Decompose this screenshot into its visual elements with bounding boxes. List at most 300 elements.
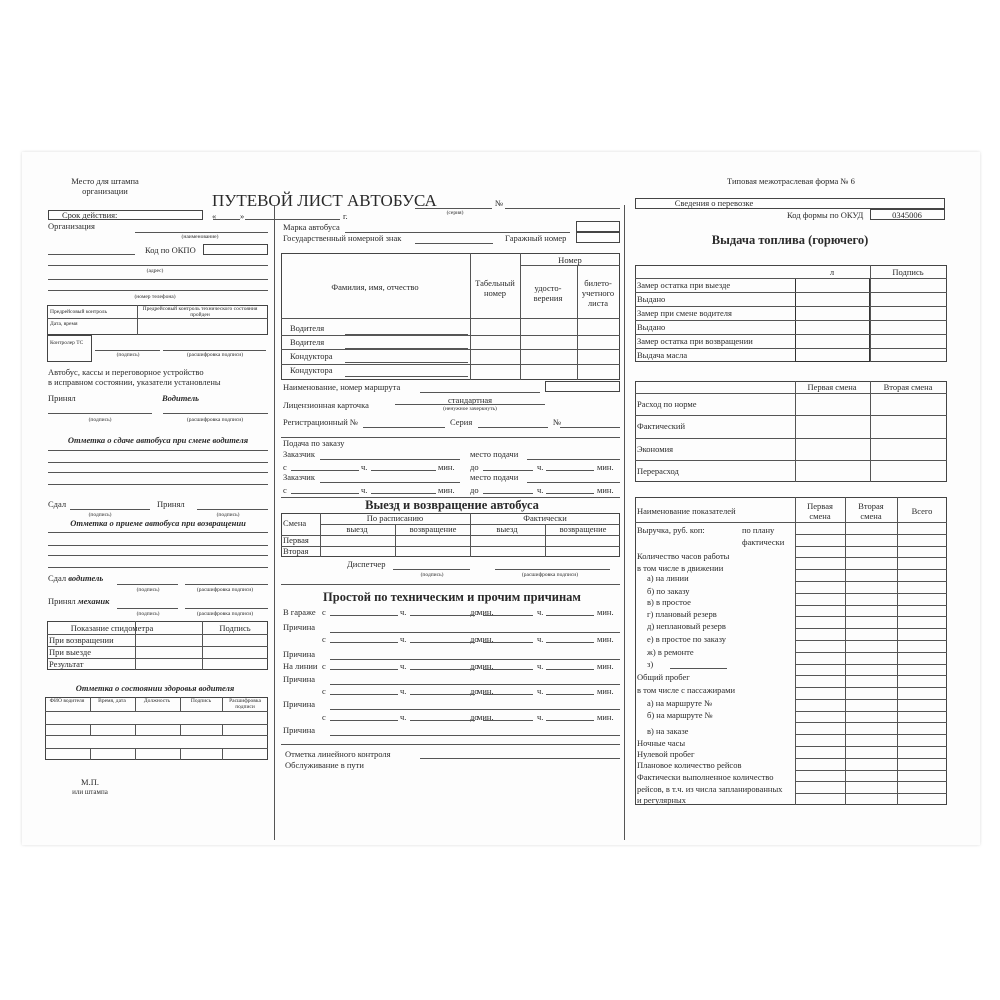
table-rule: [635, 320, 947, 321]
indicator-grid-rule: [795, 581, 947, 582]
table-rule: [222, 748, 223, 760]
time-blank-line: [546, 493, 594, 494]
okpo-label: Код по ОКПО: [145, 245, 196, 255]
table-rule: [635, 306, 947, 307]
time-blank-line: [410, 615, 475, 616]
idle-time-m: мин.: [597, 661, 614, 671]
rule-line: [185, 608, 268, 609]
reason-label: Причина: [283, 622, 316, 632]
table-rule: [45, 724, 268, 725]
time-blank-line: [330, 720, 398, 721]
table-rule: [45, 711, 268, 712]
return-title: Отметка о приеме автобуса при возвращении: [70, 518, 246, 528]
table-rule: [47, 658, 268, 659]
date-close: »: [240, 211, 245, 221]
indicator-label: Количество часов работы: [637, 551, 730, 561]
transport-info-label: Сведения о перевозке: [674, 198, 754, 208]
indicator-grid-rule: [795, 699, 947, 700]
fuel-row-label: Выдано: [637, 322, 666, 332]
accepted-label: Принял: [48, 393, 76, 403]
indicator-grid-rule: [795, 770, 947, 771]
idle-time-h: ч.: [537, 634, 544, 644]
table-rule: [90, 748, 91, 760]
indicator-label: в том числе с пассажирами: [637, 685, 736, 695]
rule-line: [48, 450, 268, 451]
place-label: место подачи: [470, 472, 519, 482]
idle-time-to: до: [470, 634, 479, 644]
table-rule: [137, 305, 138, 335]
time-blank-line: [371, 493, 436, 494]
series-label: Серия: [450, 417, 473, 427]
indicator-grid-rule: [795, 652, 947, 653]
crew-table: [281, 253, 620, 380]
handed-text: Сдал: [48, 573, 67, 583]
dep-header: выезд: [346, 524, 368, 534]
order-label: Подача по заказу: [283, 438, 345, 448]
table-rule: [281, 349, 620, 350]
address-hint: (адрес): [146, 268, 164, 274]
controller-box: [47, 335, 92, 362]
health-col-header: Подпись: [190, 698, 212, 704]
rule-line: [527, 482, 620, 483]
driver-label: Водитель: [162, 393, 200, 403]
indicator-label: з): [647, 659, 654, 669]
time-blank-line: [483, 694, 533, 695]
ind-second-shift: Вторая смена: [858, 501, 884, 521]
crew-row: Кондуктора: [290, 351, 333, 361]
driver-role: водитель: [68, 573, 104, 583]
indicator-label: Нулевой пробег: [637, 749, 695, 759]
table-rule: [635, 348, 947, 349]
pretrip-col2: Предрейсовый контроль технического состояния пройден: [142, 306, 258, 318]
decode-hint: (расшифровка подписи): [196, 587, 254, 593]
strike-hint: (ненужное зачеркнуть): [443, 406, 497, 412]
indicators-header: Наименование показателей: [637, 506, 736, 516]
indicator-label: г) плановый резерв: [647, 609, 717, 619]
idle-time-m: мин.: [597, 634, 614, 644]
table-rule: [281, 535, 620, 536]
reason-label: Причина: [283, 699, 316, 709]
order-time-m: мин.: [597, 462, 614, 472]
table-rule: [635, 334, 947, 335]
fuel-row-label: Замер остатка при выезде: [637, 280, 731, 290]
indicator-grid-rule: [795, 546, 947, 547]
indicator-label: в) в простое: [647, 597, 691, 607]
rule-line: [330, 632, 620, 633]
reg-no-sign: №: [553, 417, 562, 427]
brand-box: [576, 221, 620, 232]
table-rule: [45, 748, 268, 749]
indicator-grid-rule: [795, 534, 947, 535]
second-shift-header: Вторая смена: [883, 382, 933, 392]
speedometer-header: Показание спидометра: [70, 623, 154, 633]
rule-line: [48, 265, 268, 266]
idle-time-to: до: [470, 607, 479, 617]
consumption-row: Перерасход: [637, 466, 679, 476]
rule-line: [185, 584, 268, 585]
rule-line: [135, 232, 268, 233]
table-rule: [202, 621, 203, 670]
health-col-header: Расшифровка подписи: [229, 698, 261, 710]
reason-label: Причина: [283, 674, 316, 684]
rule-line: [281, 497, 620, 498]
revenue-fact: фактически: [742, 537, 785, 547]
rule-line: [163, 413, 268, 414]
rule-line: [320, 459, 460, 460]
health-col-header: ФИО водителя: [49, 698, 85, 704]
series-hint: (серия): [446, 210, 464, 216]
decode-hint: (расшифровка подписи): [186, 417, 244, 423]
rule-line: [48, 413, 152, 414]
indicator-grid-rule: [795, 722, 947, 723]
idle-time-from: с: [322, 607, 326, 617]
indicator-grid-rule: [795, 605, 947, 606]
consumption-row: Экономия: [637, 444, 674, 454]
stamp-place-label-2: организации: [82, 186, 128, 196]
indicator-grid-rule: [795, 793, 947, 794]
order-time-to: до: [470, 485, 479, 495]
table-rule: [577, 265, 578, 380]
indicator-label: Ночные часы: [637, 738, 686, 748]
pretrip-table: [47, 305, 268, 335]
rule-line: [505, 208, 620, 209]
rule-line: [320, 482, 460, 483]
sign-hint: (подпись): [136, 587, 160, 593]
indicator-grid-rule: [795, 734, 947, 735]
stamp-mp-2: или штампа: [72, 788, 108, 796]
idle-time-h: ч.: [400, 712, 407, 722]
order-time-m: мин.: [597, 485, 614, 495]
idle-time-h: ч.: [400, 634, 407, 644]
crew-fio-header: Фамилия, имя, отчество: [331, 282, 419, 292]
time-blank-line: [546, 669, 594, 670]
time-blank-line: [546, 720, 594, 721]
table-rule: [281, 318, 620, 319]
table-rule: [135, 621, 136, 670]
order-time-h: ч.: [361, 485, 368, 495]
on-line-label: На линии: [283, 661, 318, 671]
table-rule: [635, 278, 947, 279]
indicator-label: рейсов, в т.ч. из числа запланированных: [637, 784, 783, 794]
indicator-label: ж) в ремонте: [647, 647, 694, 657]
speedo-row: Результат: [49, 659, 84, 669]
idle-time-h: ч.: [537, 686, 544, 696]
table-rule: [470, 513, 471, 557]
table-rule: [520, 265, 620, 266]
time-blank-line: [483, 720, 533, 721]
indicator-grid-rule: [795, 758, 947, 759]
indicator-label: в том числе в движении: [637, 563, 724, 573]
route-label: Наименование, номер маршрута: [283, 382, 401, 392]
rule-line: [48, 254, 135, 255]
indicator-grid-rule: [795, 616, 947, 617]
indicator-label: Общий пробег: [637, 672, 690, 682]
time-blank-line: [330, 615, 398, 616]
idle-time-to: до: [470, 661, 479, 671]
in-garage-label: В гараже: [283, 607, 316, 617]
crew-row: Кондуктора: [290, 365, 333, 375]
idle-time-h: ч.: [537, 607, 544, 617]
rule-line: [395, 404, 545, 405]
indicator-label: е) в простое по заказу: [647, 634, 727, 644]
rule-line: [48, 567, 268, 568]
crew-tab-header: Табельный номер: [475, 278, 515, 298]
rule-line: [117, 608, 178, 609]
idle-time-h: ч.: [400, 686, 407, 696]
rule-line: [478, 427, 548, 428]
idle-time-from: с: [322, 634, 326, 644]
table-rule: [135, 748, 136, 760]
indicator-grid-rule: [795, 675, 947, 676]
license-standard: стандартная: [447, 395, 493, 405]
okud-label: Код формы по ОКУД: [787, 210, 864, 220]
time-blank-line: [483, 470, 533, 471]
organization-label: Организация: [48, 221, 95, 231]
garage-number-label: Гаражный номер: [505, 233, 567, 243]
indicator-label: в) на заказе: [647, 726, 689, 736]
transport-info-box: [635, 198, 945, 209]
indicator-grid-rule: [795, 640, 947, 641]
first-shift-header: Первая смена: [807, 382, 857, 392]
table-rule: [635, 522, 947, 523]
rule-line: [48, 462, 268, 463]
okud-code: 0345006: [892, 210, 922, 220]
dispatcher-label: Диспетчер: [347, 559, 386, 569]
bus-ok-text-2: в исправном состоянии, указатели установлены: [48, 377, 221, 387]
rule-line: [560, 427, 620, 428]
indicator-label: б) по заказу: [647, 586, 690, 596]
shift-row: Первая: [283, 535, 309, 545]
crew-row: Водителя: [290, 337, 325, 347]
rule-line: [415, 243, 493, 244]
decode-hint: (расшифровка подписи): [196, 611, 254, 617]
accepted-mechanic-label: [48, 596, 109, 606]
rule-line: [420, 758, 620, 759]
order-time-h: ч.: [537, 462, 544, 472]
table-rule: [222, 697, 223, 711]
crew-number-header: Номер: [558, 255, 582, 265]
rule-line: [330, 735, 620, 736]
idle-time-m: мин.: [477, 686, 494, 696]
time-blank-line: [291, 493, 359, 494]
idle-time-m: мин.: [597, 607, 614, 617]
actual-header: Фактически: [523, 513, 567, 523]
reason-label: Причина: [283, 725, 316, 735]
rule-line: [48, 532, 268, 533]
table-rule: [520, 253, 521, 380]
rule-line: [330, 684, 620, 685]
sign-hint: (подпись): [216, 512, 240, 518]
line-control-label: Отметка линейного контроля: [285, 749, 391, 759]
time-blank-line: [483, 615, 533, 616]
controller-label: Контролер ТС: [50, 340, 84, 346]
rule-line: [420, 392, 540, 393]
rule-line: [393, 569, 470, 570]
garage-box: [576, 232, 620, 243]
sign-hint: (подпись): [88, 512, 112, 518]
table-rule: [635, 460, 947, 461]
rule-line: [197, 509, 268, 510]
indicator-grid-rule: [795, 628, 947, 629]
okud-code-box: [870, 209, 945, 220]
idle-time-m: мин.: [597, 712, 614, 722]
customer-label: Заказчик: [283, 472, 315, 482]
pretrip-col1: Предрейсовый контроль: [50, 309, 108, 315]
scheduled-header: По расписанию: [366, 513, 424, 523]
table-rule: [281, 335, 620, 336]
time-blank-line: [330, 694, 398, 695]
indicator-grid-rule: [795, 746, 947, 747]
table-rule: [222, 724, 223, 735]
idle-time-from: с: [322, 712, 326, 722]
ret-header: возвращение: [409, 524, 457, 534]
rule-line: [363, 427, 445, 428]
order-time-from: с: [283, 485, 287, 495]
health-title: Отметка о состоянии здоровья водителя: [75, 683, 235, 693]
crew-row: Водителя: [290, 323, 325, 333]
order-time-to: до: [470, 462, 479, 472]
indicator-grid-rule: [795, 664, 947, 665]
decode-hint: (расшифровка подписи): [521, 572, 579, 578]
sign-hint: (подпись): [136, 611, 160, 617]
crew-cert-header: удосто-верения: [533, 283, 563, 303]
idle-time-h: ч.: [537, 661, 544, 671]
rule-line: [48, 484, 268, 485]
table-rule: [180, 748, 181, 760]
time-blank-line: [330, 669, 398, 670]
date-open: «: [212, 211, 217, 221]
rule-line: [330, 659, 620, 660]
revenue-label: Выручка, руб. коп:: [637, 525, 705, 535]
speedo-row: При выезде: [49, 647, 91, 657]
decode-hint: (расшифровка подписи): [186, 352, 244, 358]
time-blank-line: [483, 669, 533, 670]
pretrip-datetime: Дата, время: [50, 321, 78, 327]
idle-time-m: мин.: [477, 607, 494, 617]
consumption-row: Фактический: [637, 421, 686, 431]
fuel-row-label: Выдано: [637, 294, 666, 304]
idle-time-to: до: [470, 686, 479, 696]
table-rule: [635, 438, 947, 439]
table-rule: [545, 524, 546, 557]
rule-line: [281, 584, 620, 585]
accepted-text: Принял: [48, 596, 76, 606]
rule-line: [415, 208, 492, 209]
idle-time-h: ч.: [400, 661, 407, 671]
form-type-label: Типовая межотраслевая форма № 6: [727, 176, 855, 186]
fuel-row-label: Выдача масла: [637, 350, 688, 360]
place-label: место подачи: [470, 449, 519, 459]
rule-line: [245, 219, 340, 220]
indicator-grid-rule: [795, 687, 947, 688]
rule-line: [48, 279, 268, 280]
order-time-from: с: [283, 462, 287, 472]
rule-line: [527, 459, 620, 460]
time-blank-line: [546, 694, 594, 695]
departure-title: Выезд и возвращение автобуса: [365, 498, 539, 512]
handed-driver-label: [48, 573, 103, 583]
ret-header: возвращение: [559, 524, 607, 534]
rule-line: [48, 545, 268, 546]
health-col-header: Время, дата: [98, 698, 126, 704]
rule-line: [48, 555, 268, 556]
indicator-grid-rule: [795, 557, 947, 558]
fuel-row-label: Замер при смене водителя: [637, 308, 732, 318]
indicator-grid-rule: [795, 781, 947, 782]
page-title: ПУТЕВОЙ ЛИСТ АВТОБУСА: [212, 191, 437, 210]
idle-time-h: ч.: [537, 712, 544, 722]
rule-line: [330, 709, 620, 710]
speedo-row: При возвращении: [49, 635, 114, 645]
table-rule: [395, 524, 396, 557]
table-rule: [180, 724, 181, 735]
customer-label: Заказчик: [283, 449, 315, 459]
idle-time-m: мин.: [477, 712, 494, 722]
order-time-h: ч.: [361, 462, 368, 472]
phone-hint: (номер телефона): [134, 294, 176, 300]
fuel-sign-header: Подпись: [892, 267, 924, 277]
order-time-m: мин.: [438, 462, 455, 472]
service-label: Обслуживание в пути: [285, 760, 364, 770]
okpo-box: [203, 244, 268, 255]
sign-hint: (подпись): [116, 352, 140, 358]
indicator-label: Фактически выполненное количество: [637, 772, 774, 782]
indicator-label: Плановое количество рейсов: [637, 760, 742, 770]
time-blank-line: [483, 493, 533, 494]
time-blank-line: [483, 642, 533, 643]
shift-header: Смена: [283, 518, 307, 528]
idle-time-to: до: [470, 712, 479, 722]
indicator-label: а) на маршруте №: [647, 698, 713, 708]
rule-line: [345, 232, 570, 233]
idle-time-from: с: [322, 661, 326, 671]
idle-time-m: мин.: [597, 686, 614, 696]
time-blank-line: [371, 470, 436, 471]
year-suffix: г.: [343, 211, 348, 221]
stamp-mp: М.П.: [81, 777, 99, 787]
rule-line: [48, 290, 268, 291]
table-rule: [635, 415, 947, 416]
mechanic-role: механик: [77, 596, 110, 606]
health-col-header: Должность: [143, 698, 171, 704]
time-blank-line: [546, 470, 594, 471]
consumption-row: Расход по норме: [637, 399, 697, 409]
table-rule: [135, 724, 136, 735]
table-rule: [635, 292, 947, 293]
accepted-label: Принял: [157, 499, 185, 509]
fuel-row-label: Замер остатка при возвращении: [637, 336, 753, 346]
sign-hint: (подпись): [420, 572, 444, 578]
idle-time-m: мин.: [477, 634, 494, 644]
table-rule: [470, 253, 471, 380]
crew-ticket-header: билето-учетного листа: [581, 278, 615, 308]
time-blank-line: [291, 470, 359, 471]
rule-line: [213, 219, 240, 220]
table-rule: [90, 724, 91, 735]
ind-total: Всего: [911, 506, 933, 516]
handover-title: Отметка о сдаче автобуса при смене водителя: [67, 435, 249, 445]
reg-number-label: Регистрационный №: [283, 417, 358, 427]
stamp-place-label: Место для штампа: [71, 176, 139, 186]
order-time-h: ч.: [537, 485, 544, 495]
validity-box: [48, 210, 203, 220]
reason-label: Причина: [283, 649, 316, 659]
license-label: Лицензионная карточка: [283, 400, 369, 410]
time-blank-line: [410, 694, 475, 695]
bus-ok-text-1: Автобус, кассы и переговорное устройство: [48, 367, 204, 377]
indicator-grid-rule: [795, 593, 947, 594]
number-sign: №: [495, 198, 504, 208]
